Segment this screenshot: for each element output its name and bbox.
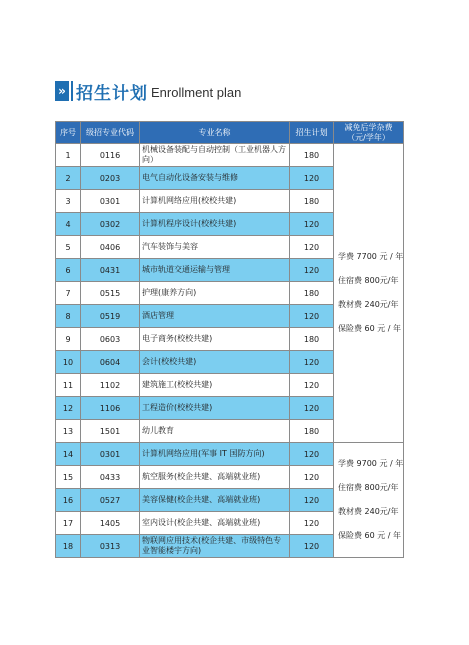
row-code: 0313 bbox=[81, 535, 140, 558]
row-serial: 14 bbox=[56, 443, 81, 466]
row-code: 0515 bbox=[81, 282, 140, 305]
row-code: 1102 bbox=[81, 374, 140, 397]
row-plan: 120 bbox=[290, 512, 334, 535]
row-major-name: 电气自动化设备安装与维修 bbox=[140, 167, 290, 190]
row-major-name: 护理(康养方向) bbox=[140, 282, 290, 305]
table-header-row bbox=[56, 122, 404, 144]
row-plan: 120 bbox=[290, 236, 334, 259]
section-heading bbox=[55, 78, 241, 104]
row-serial: 8 bbox=[56, 305, 81, 328]
fee-cell-group-1 bbox=[334, 144, 404, 443]
row-serial: 10 bbox=[56, 351, 81, 374]
row-code: 0302 bbox=[81, 213, 140, 236]
row-plan: 120 bbox=[290, 535, 334, 558]
row-plan: 120 bbox=[290, 259, 334, 282]
row-serial: 18 bbox=[56, 535, 81, 558]
row-major-name: 物联网应用技术(校企共建、市级特色专业智能楼宇方向) bbox=[140, 535, 290, 558]
row-code: 0527 bbox=[81, 489, 140, 512]
row-code: 0301 bbox=[81, 443, 140, 466]
heading-subtitle: Enrollment plan bbox=[151, 85, 242, 100]
row-plan: 120 bbox=[290, 351, 334, 374]
row-major-name: 建筑施工(校校共建) bbox=[140, 374, 290, 397]
row-code: 0433 bbox=[81, 466, 140, 489]
row-code: 0406 bbox=[81, 236, 140, 259]
row-serial: 16 bbox=[56, 489, 81, 512]
header-code: 级招专业代码 bbox=[81, 122, 140, 144]
table-row bbox=[56, 144, 404, 167]
row-major-name: 航空服务(校企共建、高端就业班) bbox=[140, 466, 290, 489]
row-major-name: 城市轨道交通运输与管理 bbox=[140, 259, 290, 282]
row-plan: 120 bbox=[290, 466, 334, 489]
row-serial: 9 bbox=[56, 328, 81, 351]
row-major-name: 电子商务(校校共建) bbox=[140, 328, 290, 351]
row-major-name: 会计(校校共建) bbox=[140, 351, 290, 374]
row-major-name: 酒店管理 bbox=[140, 305, 290, 328]
row-code: 0431 bbox=[81, 259, 140, 282]
row-major-name: 幼儿教育 bbox=[140, 420, 290, 443]
row-plan: 120 bbox=[290, 489, 334, 512]
header-fees: 减免后学杂费（元/学年） bbox=[334, 122, 404, 144]
fee-textbook: 教材费 240元/年 bbox=[338, 300, 399, 309]
row-plan: 180 bbox=[290, 282, 334, 305]
fee-lodging: 住宿费 800元/年 bbox=[338, 483, 399, 492]
row-code: 1106 bbox=[81, 397, 140, 420]
row-serial: 11 bbox=[56, 374, 81, 397]
row-code: 0604 bbox=[81, 351, 140, 374]
row-code: 0301 bbox=[81, 190, 140, 213]
row-code: 0116 bbox=[81, 144, 140, 167]
fee-textbook: 教材费 240元/年 bbox=[338, 507, 399, 516]
row-plan: 120 bbox=[290, 213, 334, 236]
row-major-name: 美容保健(校企共建、高端就业班) bbox=[140, 489, 290, 512]
row-serial: 13 bbox=[56, 420, 81, 443]
fee-cell-group-2 bbox=[334, 443, 404, 558]
row-serial: 2 bbox=[56, 167, 81, 190]
row-plan: 120 bbox=[290, 305, 334, 328]
table-row bbox=[56, 443, 404, 466]
header-serial: 序号 bbox=[56, 122, 81, 144]
row-serial: 5 bbox=[56, 236, 81, 259]
enrollment-table bbox=[55, 121, 404, 558]
header-major-name: 专业名称 bbox=[140, 122, 290, 144]
fee-tuition: 学费 7700 元 / 年 bbox=[338, 252, 404, 261]
row-plan: 120 bbox=[290, 443, 334, 466]
row-plan: 120 bbox=[290, 167, 334, 190]
row-code: 1405 bbox=[81, 512, 140, 535]
row-major-name: 计算机网络应用(校校共建) bbox=[140, 190, 290, 213]
row-code: 0603 bbox=[81, 328, 140, 351]
row-plan: 180 bbox=[290, 190, 334, 213]
row-major-name: 室内设计(校企共建、高端就业班) bbox=[140, 512, 290, 535]
row-plan: 120 bbox=[290, 374, 334, 397]
fee-tuition: 学费 9700 元 / 年 bbox=[338, 459, 404, 468]
row-plan: 180 bbox=[290, 144, 334, 167]
row-major-name: 计算机程序设计(校校共建) bbox=[140, 213, 290, 236]
row-serial: 7 bbox=[56, 282, 81, 305]
row-serial: 15 bbox=[56, 466, 81, 489]
row-code: 0203 bbox=[81, 167, 140, 190]
row-serial: 6 bbox=[56, 259, 81, 282]
row-major-name: 汽车装饰与美容 bbox=[140, 236, 290, 259]
heading-divider bbox=[71, 81, 73, 101]
fee-insurance: 保险费 60 元 / 年 bbox=[338, 324, 402, 333]
double-chevron-icon: » bbox=[55, 81, 69, 101]
fee-lodging: 住宿费 800元/年 bbox=[338, 276, 399, 285]
row-plan: 180 bbox=[290, 328, 334, 351]
row-major-name: 工程造价(校校共建) bbox=[140, 397, 290, 420]
row-serial: 12 bbox=[56, 397, 81, 420]
row-serial: 4 bbox=[56, 213, 81, 236]
row-plan: 180 bbox=[290, 420, 334, 443]
row-serial: 1 bbox=[56, 144, 81, 167]
row-code: 1501 bbox=[81, 420, 140, 443]
row-major-name: 计算机网络应用(军事 IT 国防方向) bbox=[140, 443, 290, 466]
row-serial: 3 bbox=[56, 190, 81, 213]
row-code: 0519 bbox=[81, 305, 140, 328]
row-plan: 120 bbox=[290, 397, 334, 420]
header-plan: 招生计划 bbox=[290, 122, 334, 144]
row-major-name: 机械设备装配与自动控制（工业机器人方向） bbox=[140, 144, 290, 167]
row-serial: 17 bbox=[56, 512, 81, 535]
fee-insurance: 保险费 60 元 / 年 bbox=[338, 531, 402, 540]
heading-title: 招生计划 bbox=[76, 83, 148, 104]
